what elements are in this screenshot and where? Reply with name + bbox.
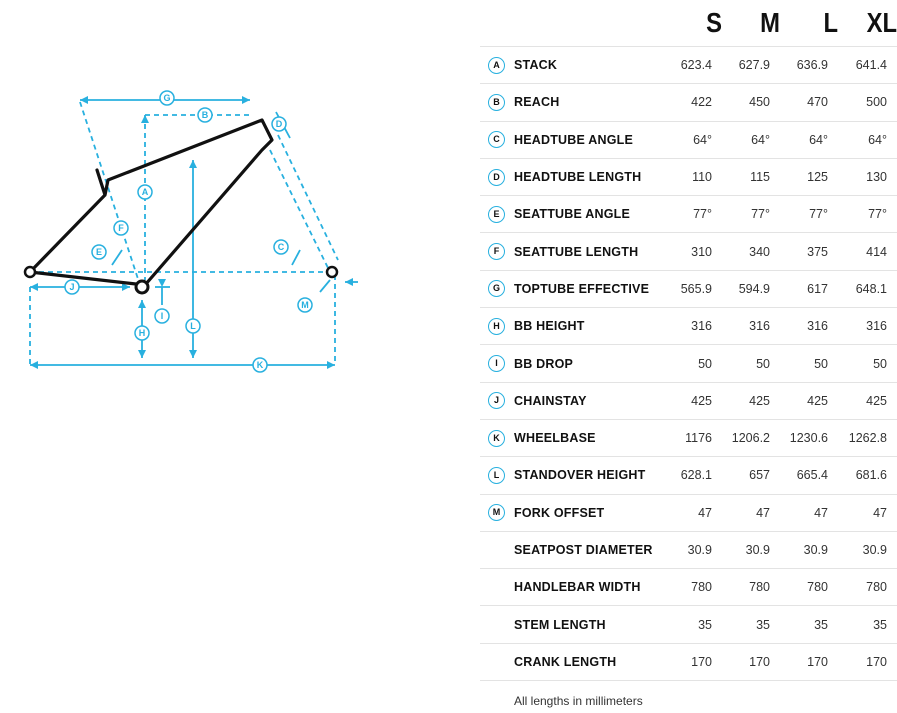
value-cell-xl: 35 — [838, 606, 897, 643]
value-cell-xl: 425 — [838, 382, 897, 419]
value-cell-xl: 130 — [838, 158, 897, 195]
units-footnote: All lengths in millimeters — [514, 694, 643, 708]
table-row — [480, 531, 897, 568]
row-name: HEADTUBE ANGLE — [514, 121, 656, 158]
label-j — [65, 280, 79, 294]
value-cell-l: 636.9 — [780, 47, 838, 84]
row-badge: G — [488, 280, 505, 297]
svg-text:A: A — [141, 187, 149, 197]
value-cell-l: 35 — [780, 606, 838, 643]
value-cell-l: 77° — [780, 196, 838, 233]
row-name: WHEELBASE — [514, 419, 656, 456]
value-cell-m: 115 — [722, 158, 780, 195]
table-row — [480, 196, 897, 233]
dimension-labels — [65, 91, 312, 372]
svg-text:K: K — [256, 360, 264, 370]
value-cell-s: 565.9 — [656, 270, 722, 307]
row-name: STEM LENGTH — [514, 606, 656, 643]
value-cell-s: 47 — [656, 494, 722, 531]
value-cell-m: 316 — [722, 308, 780, 345]
row-name: SEATTUBE LENGTH — [514, 233, 656, 270]
value-cell-m: 657 — [722, 457, 780, 494]
value-cell-s: 110 — [656, 158, 722, 195]
value-cell-l: 375 — [780, 233, 838, 270]
value-cell-s: 623.4 — [656, 47, 722, 84]
label-i — [155, 309, 169, 323]
front-axle — [327, 267, 337, 277]
dim-c-arc — [292, 250, 300, 265]
row-name: REACH — [514, 84, 656, 121]
dim-c-line-2 — [278, 135, 338, 260]
value-cell-m: 627.9 — [722, 47, 780, 84]
value-cell-l: 617 — [780, 270, 838, 307]
label-e — [92, 245, 106, 259]
row-badge: F — [488, 243, 505, 260]
bottom-bracket — [136, 281, 148, 293]
row-badge: K — [488, 430, 505, 447]
value-cell-l: 1230.6 — [780, 419, 838, 456]
value-cell-s: 310 — [656, 233, 722, 270]
dim-e-arc — [112, 250, 122, 265]
value-cell-s: 422 — [656, 84, 722, 121]
value-cell-m: 35 — [722, 606, 780, 643]
value-cell-xl: 170 — [838, 643, 897, 680]
label-h — [135, 326, 149, 340]
table-row — [480, 270, 897, 307]
label-m — [298, 298, 312, 312]
label-d — [272, 117, 286, 131]
value-cell-l: 780 — [780, 569, 838, 606]
table-row — [480, 606, 897, 643]
value-cell-s: 425 — [656, 382, 722, 419]
label-k — [253, 358, 267, 372]
table-row — [480, 643, 897, 680]
svg-text:C: C — [277, 242, 285, 252]
row-name: BB DROP — [514, 345, 656, 382]
value-cell-l: 665.4 — [780, 457, 838, 494]
value-cell-m: 50 — [722, 345, 780, 382]
row-badge: M — [488, 504, 505, 521]
value-cell-s: 77° — [656, 196, 722, 233]
table-row — [480, 233, 897, 270]
size-header-row — [480, 0, 897, 47]
bike-frame — [30, 120, 272, 285]
svg-text:L: L — [190, 321, 196, 331]
value-cell-l: 316 — [780, 308, 838, 345]
row-badge: B — [488, 94, 505, 111]
value-cell-s: 316 — [656, 308, 722, 345]
value-cell-m: 780 — [722, 569, 780, 606]
row-badge: D — [488, 169, 505, 186]
value-cell-l: 50 — [780, 345, 838, 382]
value-cell-m: 47 — [722, 494, 780, 531]
value-cell-xl: 500 — [838, 84, 897, 121]
value-cell-m: 170 — [722, 643, 780, 680]
value-cell-s: 50 — [656, 345, 722, 382]
label-g — [160, 91, 174, 105]
row-name: TOPTUBE EFFECTIVE — [514, 270, 656, 307]
value-cell-m: 594.9 — [722, 270, 780, 307]
row-badge: H — [488, 318, 505, 335]
label-f — [114, 221, 128, 235]
svg-text:H: H — [138, 328, 146, 338]
row-badge: I — [488, 355, 505, 372]
value-cell-xl: 77° — [838, 196, 897, 233]
value-cell-xl: 316 — [838, 308, 897, 345]
size-header-xl: XL — [866, 7, 897, 38]
size-header-m: M — [760, 7, 780, 38]
row-badge: E — [488, 206, 505, 223]
label-c — [274, 240, 288, 254]
label-b — [198, 108, 212, 122]
value-cell-xl: 1262.8 — [838, 419, 897, 456]
row-name: SEATTUBE ANGLE — [514, 196, 656, 233]
value-cell-xl: 47 — [838, 494, 897, 531]
value-cell-xl: 648.1 — [838, 270, 897, 307]
value-cell-m: 340 — [722, 233, 780, 270]
value-cell-xl: 681.6 — [838, 457, 897, 494]
value-cell-m: 425 — [722, 382, 780, 419]
row-badge: C — [488, 131, 505, 148]
table-row — [480, 494, 897, 531]
row-name: FORK OFFSET — [514, 494, 656, 531]
row-name: CRANK LENGTH — [514, 643, 656, 680]
value-cell-l: 30.9 — [780, 531, 838, 568]
svg-text:M: M — [301, 300, 309, 310]
row-name: CHAINSTAY — [514, 382, 656, 419]
value-cell-xl: 414 — [838, 233, 897, 270]
table-row — [480, 84, 897, 121]
value-cell-m: 1206.2 — [722, 419, 780, 456]
value-cell-m: 450 — [722, 84, 780, 121]
value-cell-l: 64° — [780, 121, 838, 158]
value-cell-s: 30.9 — [656, 531, 722, 568]
table-row — [480, 419, 897, 456]
value-cell-l: 170 — [780, 643, 838, 680]
svg-text:G: G — [163, 93, 171, 103]
table-row — [480, 308, 897, 345]
value-cell-m: 30.9 — [722, 531, 780, 568]
value-cell-s: 35 — [656, 606, 722, 643]
frame-outline — [30, 120, 272, 285]
value-cell-s: 628.1 — [656, 457, 722, 494]
label-l — [186, 319, 200, 333]
value-cell-s: 1176 — [656, 419, 722, 456]
value-cell-xl: 30.9 — [838, 531, 897, 568]
svg-text:B: B — [201, 110, 209, 120]
table-row — [480, 121, 897, 158]
value-cell-l: 125 — [780, 158, 838, 195]
geometry-table-body — [480, 47, 897, 681]
dim-f-line — [80, 102, 140, 285]
value-cell-l: 47 — [780, 494, 838, 531]
row-name: STANDOVER HEIGHT — [514, 457, 656, 494]
row-name: SEATPOST DIAMETER — [514, 531, 656, 568]
table-row — [480, 569, 897, 606]
table-row — [480, 345, 897, 382]
geometry-diagram — [0, 60, 370, 390]
value-cell-s: 64° — [656, 121, 722, 158]
row-name: HEADTUBE LENGTH — [514, 158, 656, 195]
svg-text:I: I — [160, 311, 164, 321]
row-name: HANDLEBAR WIDTH — [514, 569, 656, 606]
row-name: BB HEIGHT — [514, 308, 656, 345]
table-row — [480, 158, 897, 195]
value-cell-xl: 50 — [838, 345, 897, 382]
table-row — [480, 382, 897, 419]
value-cell-l: 470 — [780, 84, 838, 121]
size-header-s: S — [706, 7, 722, 38]
svg-text:D: D — [275, 119, 283, 129]
rear-axle — [25, 267, 35, 277]
label-a — [138, 185, 152, 199]
dim-m-line — [320, 280, 330, 292]
value-cell-l: 425 — [780, 382, 838, 419]
value-cell-s: 780 — [656, 569, 722, 606]
row-badge: L — [488, 467, 505, 484]
geometry-table — [480, 0, 897, 681]
svg-text:F: F — [118, 223, 124, 233]
value-cell-m: 77° — [722, 196, 780, 233]
table-row — [480, 47, 897, 84]
row-name: STACK — [514, 47, 656, 84]
value-cell-xl: 641.4 — [838, 47, 897, 84]
value-cell-s: 170 — [656, 643, 722, 680]
table-row — [480, 457, 897, 494]
svg-text:E: E — [95, 247, 103, 257]
value-cell-xl: 780 — [838, 569, 897, 606]
size-header-l: L — [823, 7, 838, 38]
svg-text:J: J — [69, 282, 75, 292]
row-badge: J — [488, 392, 505, 409]
value-cell-xl: 64° — [838, 121, 897, 158]
value-cell-m: 64° — [722, 121, 780, 158]
row-badge: A — [488, 57, 505, 74]
